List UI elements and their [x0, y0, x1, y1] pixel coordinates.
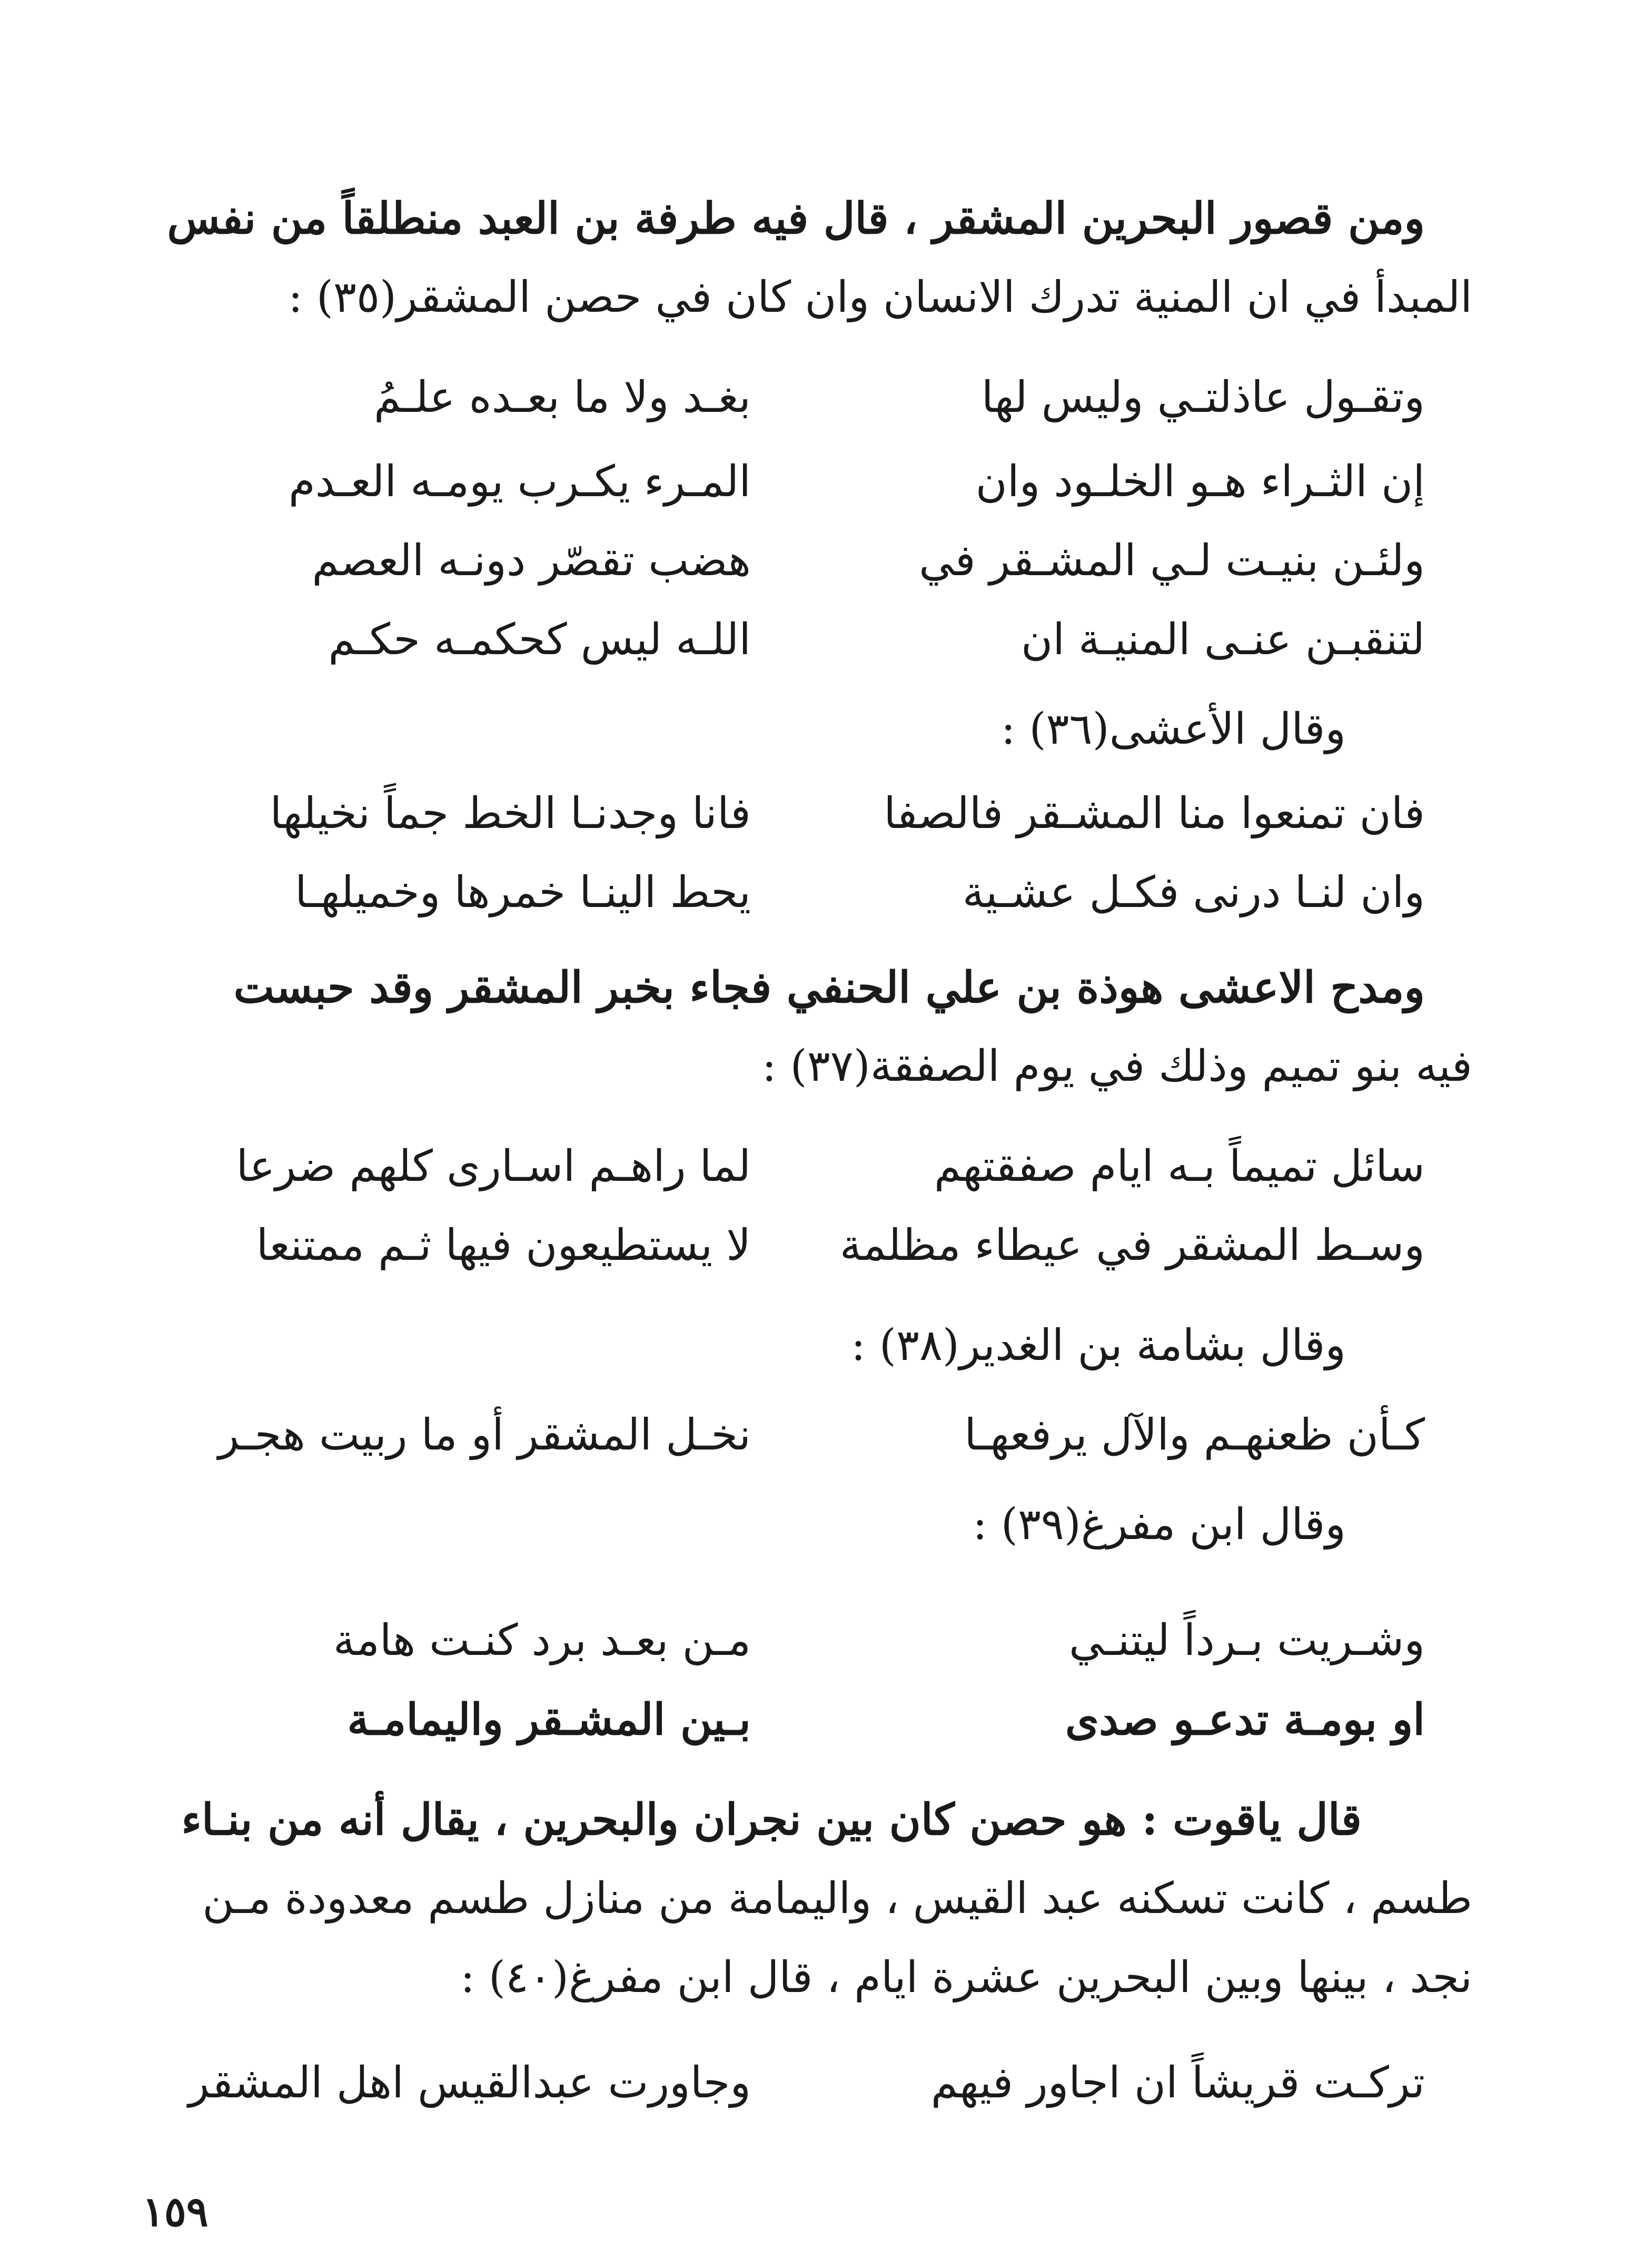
paragraph-line: ومن قصور البحرين المشقر ، قال فيه طرفة بن العبد منطلقاً من نفس [167, 193, 1425, 244]
verse-line [214, 1401, 1425, 1470]
verse-intro: وقال الأعشى(٣٦) : [1000, 704, 1346, 754]
verse-hemistich-first: وتقـول عاذلتـي وليس لها [981, 372, 1425, 422]
verse-hemistich-first: إن الثـراء هـو الخلـود وان [975, 457, 1425, 507]
verse-hemistich-first: وشـريت بـرداً ليتنـي [1068, 1615, 1425, 1665]
verse-line [188, 2049, 1425, 2117]
verse-line [214, 1685, 1425, 1754]
verse-intro: وقال بشامة بن الغدير(٣٨) : [851, 1320, 1346, 1370]
paragraph-line: نجد ، بينها وبين البحرين عشرة ايام ، قال ابن مفرغ(٤٠) : [460, 1953, 1472, 2003]
verse-hemistich-first: فان تمنعوا منا المشـقر فالصفا [884, 788, 1425, 839]
verse-hemistich-second: المـرء يكـرب يومـه العـدم [288, 457, 751, 507]
paragraph-line: قال ياقوت : هو حصن كان بين نجران والبحرين ، يقال أنه من بنـاء [181, 1794, 1362, 1845]
verse-hemistich-second: بغـد ولا ما بعـده علـمُ [373, 372, 751, 422]
verse-hemistich-first: كـأن ظعنهـم والآل يرفعهـا [964, 1410, 1425, 1460]
verse-line [214, 527, 1425, 595]
verse-line [214, 859, 1425, 927]
verse-hemistich-second: اللـه ليس كحكمـه حكـم [328, 615, 751, 665]
verse-line [214, 448, 1425, 516]
paragraph-line: ومدح الاعشى هوذة بن علي الحنفي فجاء بخبر المشقر وقد حبست [233, 962, 1425, 1013]
verse-hemistich-second: وجاورت عبدالقيس اهل المشقر [188, 2058, 751, 2108]
verse-hemistich-first: وسـط المشقر في عيطاء مظلمة [839, 1220, 1425, 1270]
verse-hemistich-first: ولئـن بنيـت لـي المشـقر في [919, 536, 1425, 586]
verse-hemistich-second: بـين المشـقر واليمامـة [347, 1694, 751, 1745]
verse-hemistich-first: سائل تميماً بـه ايام صفقتهم [934, 1141, 1425, 1191]
verse-line [214, 1132, 1425, 1201]
verse-hemistich-second: نخـل المشقر أو ما ربيت هجـر [218, 1410, 751, 1460]
verse-hemistich-second: فانا وجدنـا الخط جماً نخيلها [270, 788, 751, 839]
paragraph-line: المبدأ في ان المنية تدرك الانسان وان كان في حصن المشقر(٣٥) : [288, 272, 1472, 322]
verse-hemistich-first: تركـت قريشاً ان اجاور فيهم [930, 2058, 1425, 2108]
verse-hemistich-first: لتنقبـن عنـى المنيـة ان [1020, 615, 1425, 665]
verse-hemistich-second: يحط الينـا خمرها وخميلهـا [294, 867, 751, 918]
verse-hemistich-second: مـن بعـد برد كنـت هامة [333, 1615, 751, 1665]
verse-line [214, 780, 1425, 848]
verse-line [214, 363, 1425, 432]
paragraph-line: طسم ، كانت تسكنه عبد القيس ، واليمامة من منازل طسم معدودة مـن [202, 1873, 1472, 1924]
verse-hemistich-second: هضب تقصّر دونـه العصم [312, 536, 751, 586]
verse-hemistich-second: لا يستطيعون فيها ثـم ممتنعا [256, 1220, 751, 1270]
paragraph-line: فيه بنو تميم وذلك في يوم الصفقة(٣٧) : [761, 1041, 1472, 1091]
verse-hemistich-second: لما راهـم اسـارى كلهم ضرعا [236, 1141, 751, 1191]
verse-intro: وقال ابن مفرغ(٣٩) : [973, 1500, 1346, 1550]
verse-line [214, 1606, 1425, 1675]
verse-hemistich-first: وان لنـا درنى فكـل عشـية [962, 867, 1425, 918]
page-number: ١٥٩ [142, 2188, 209, 2236]
verse-line [214, 606, 1425, 674]
verse-hemistich-first: او بومـة تدعـو صدى [1065, 1694, 1425, 1745]
verse-line [214, 1211, 1425, 1280]
